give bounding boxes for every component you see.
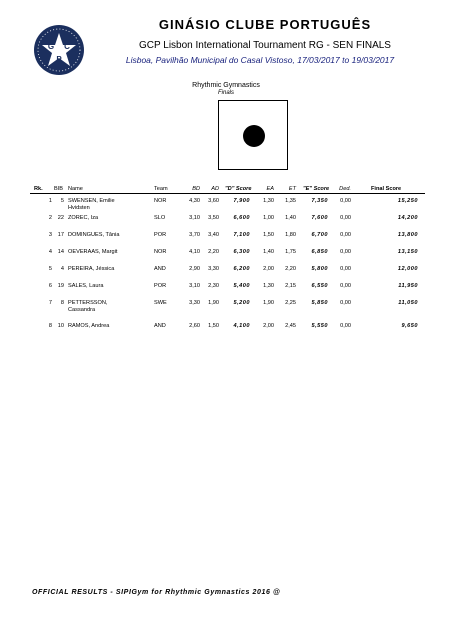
ad-value: 1,90 bbox=[208, 300, 219, 306]
bib: 8 bbox=[60, 300, 64, 306]
ad-value: 1,50 bbox=[208, 323, 219, 329]
results-header-row bbox=[30, 184, 425, 194]
rank: 8 bbox=[48, 323, 52, 329]
ad-value: 3,40 bbox=[208, 232, 219, 238]
et-value: 1,40 bbox=[285, 215, 296, 221]
team: POR bbox=[154, 232, 167, 238]
et-value: 1,35 bbox=[285, 198, 296, 204]
e-score: 6,550 bbox=[311, 283, 328, 289]
bib: 10 bbox=[57, 323, 64, 329]
e-score: 7,600 bbox=[311, 215, 328, 221]
et-value: 1,80 bbox=[285, 232, 296, 238]
logo-letter-g: G bbox=[47, 42, 55, 51]
d-score: 7,100 bbox=[233, 232, 250, 238]
final-score: 12,000 bbox=[397, 266, 418, 272]
final-score: 13,800 bbox=[397, 232, 418, 238]
d-score: 5,400 bbox=[233, 283, 250, 289]
deduction: 0,00 bbox=[340, 215, 351, 221]
table-row bbox=[30, 266, 425, 283]
final-score: 13,150 bbox=[397, 249, 418, 255]
col-ea: EA bbox=[266, 186, 274, 192]
bib: 22 bbox=[57, 215, 64, 221]
final-score: 11,950 bbox=[398, 283, 418, 289]
bib: 19 bbox=[57, 283, 64, 289]
team: AND bbox=[154, 266, 166, 272]
col-name: Name bbox=[68, 186, 83, 192]
ea-value: 1,30 bbox=[263, 283, 274, 289]
rank: 1 bbox=[48, 198, 52, 204]
athlete-name: PETTERSSON, bbox=[68, 300, 108, 306]
team: NOR bbox=[154, 198, 167, 204]
athlete-name: SALES, Laura bbox=[68, 283, 104, 289]
footer-note: OFFICIAL RESULTS - SIPIGym for Rhythmic Gymnastics 2016 @ bbox=[32, 589, 281, 596]
bd-value: 2,90 bbox=[189, 266, 200, 272]
col-bd: BD bbox=[192, 186, 200, 192]
team: POR bbox=[154, 283, 167, 289]
e-score: 5,800 bbox=[311, 266, 328, 272]
rank: 3 bbox=[48, 232, 52, 238]
deduction: 0,00 bbox=[340, 249, 351, 255]
table-row bbox=[30, 249, 425, 266]
logo-letter-p: P bbox=[56, 55, 62, 64]
logo-letter-c: C bbox=[64, 42, 70, 51]
athlete-name: DOMINGUES, Tânia bbox=[68, 232, 120, 238]
d-score: 6,200 bbox=[233, 266, 250, 272]
bib: 5 bbox=[60, 198, 64, 204]
ea-value: 1,40 bbox=[263, 249, 274, 255]
table-row bbox=[30, 215, 425, 232]
ball-icon bbox=[243, 125, 265, 147]
discipline-label: Rhythmic Gymnastics bbox=[192, 82, 260, 89]
final-score: 11,050 bbox=[398, 300, 418, 306]
bd-value: 3,70 bbox=[189, 232, 200, 238]
athlete-name: ZOREC, Iza bbox=[68, 215, 99, 221]
athlete-name-line2: Hvidsten bbox=[68, 205, 90, 211]
deduction: 0,00 bbox=[340, 266, 351, 272]
ea-value: 1,50 bbox=[263, 232, 274, 238]
results-table bbox=[30, 184, 425, 335]
col-d-score: "D" Score bbox=[225, 186, 252, 192]
d-score: 5,200 bbox=[233, 300, 250, 306]
col-et: ET bbox=[288, 186, 296, 192]
ea-value: 1,90 bbox=[263, 300, 274, 306]
table-row bbox=[30, 283, 425, 300]
deduction: 0,00 bbox=[340, 283, 351, 289]
table-row bbox=[30, 232, 425, 249]
col-team: Team bbox=[154, 186, 168, 192]
ea-value: 1,00 bbox=[263, 215, 274, 221]
table-row bbox=[30, 323, 425, 335]
ad-value: 2,30 bbox=[208, 283, 219, 289]
athlete-name-line2: Cassandra bbox=[68, 307, 96, 313]
et-value: 2,25 bbox=[285, 300, 296, 306]
col-ad: AD bbox=[211, 186, 219, 192]
col-ded: Ded. bbox=[339, 186, 351, 192]
et-value: 2,15 bbox=[285, 283, 296, 289]
e-score: 7,350 bbox=[311, 198, 328, 204]
bd-value: 3,10 bbox=[189, 283, 200, 289]
col-bib: BIB bbox=[54, 186, 64, 192]
phase-label: Finals bbox=[217, 90, 234, 96]
col-e-score: "E" Score bbox=[303, 186, 330, 192]
bd-value: 2,60 bbox=[189, 323, 200, 329]
final-score: 9,650 bbox=[401, 323, 418, 329]
apparatus-box bbox=[218, 100, 288, 170]
et-value: 2,45 bbox=[285, 323, 296, 329]
rank: 7 bbox=[48, 300, 52, 306]
deduction: 0,00 bbox=[340, 323, 351, 329]
club-logo bbox=[33, 24, 85, 76]
table-row bbox=[30, 300, 425, 323]
bib: 14 bbox=[57, 249, 64, 255]
rank: 4 bbox=[48, 249, 52, 255]
d-score: 4,100 bbox=[233, 323, 250, 329]
table-row bbox=[30, 198, 425, 215]
athlete-name: RAMOS, Andrea bbox=[68, 323, 110, 329]
bib: 17 bbox=[57, 232, 64, 238]
ea-value: 2,00 bbox=[263, 266, 274, 272]
d-score: 6,300 bbox=[233, 249, 250, 255]
d-score: 7,900 bbox=[233, 198, 250, 204]
ad-value: 2,20 bbox=[208, 249, 219, 255]
team: NOR bbox=[154, 249, 167, 255]
bd-value: 4,10 bbox=[189, 249, 200, 255]
et-value: 2,20 bbox=[285, 266, 296, 272]
ad-value: 3,50 bbox=[208, 215, 219, 221]
col-final-score: Final Score bbox=[371, 186, 402, 192]
d-score: 6,600 bbox=[233, 215, 250, 221]
ad-value: 3,30 bbox=[208, 266, 219, 272]
team: AND bbox=[154, 323, 166, 329]
deduction: 0,00 bbox=[340, 300, 351, 306]
athlete-name: OEVERAAS, Margit bbox=[68, 249, 118, 255]
team: SLO bbox=[154, 215, 166, 221]
rank: 6 bbox=[48, 283, 52, 289]
event-title: GCP Lisbon International Tournament RG - SEN FINALS bbox=[139, 40, 391, 51]
e-score: 5,850 bbox=[311, 300, 328, 306]
org-title: GINÁSIO CLUBE PORTUGUÊS bbox=[158, 17, 372, 32]
ad-value: 3,60 bbox=[208, 198, 219, 204]
bib: 4 bbox=[60, 266, 64, 272]
col-rank: Rk. bbox=[34, 186, 43, 192]
bd-value: 4,30 bbox=[189, 198, 200, 204]
e-score: 6,700 bbox=[311, 232, 328, 238]
rank: 2 bbox=[48, 215, 52, 221]
final-score: 15,250 bbox=[397, 198, 418, 204]
e-score: 5,550 bbox=[311, 323, 328, 329]
ea-value: 2,00 bbox=[263, 323, 274, 329]
deduction: 0,00 bbox=[340, 198, 351, 204]
athlete-name: SWENSEN, Emilie bbox=[68, 198, 115, 204]
team: SWE bbox=[154, 300, 167, 306]
et-value: 1,75 bbox=[285, 249, 296, 255]
final-score: 14,200 bbox=[397, 215, 418, 221]
bd-value: 3,30 bbox=[189, 300, 200, 306]
rank: 5 bbox=[48, 266, 52, 272]
ea-value: 1,30 bbox=[263, 198, 274, 204]
venue-and-dates: Lisboa, Pavilhão Municipal do Casal Vistoso, 17/03/2017 to 19/03/2017 bbox=[125, 55, 395, 65]
e-score: 6,850 bbox=[311, 249, 328, 255]
athlete-name: PEREIRA, Jéssica bbox=[68, 266, 115, 272]
bd-value: 3,10 bbox=[189, 215, 200, 221]
deduction: 0,00 bbox=[340, 232, 351, 238]
